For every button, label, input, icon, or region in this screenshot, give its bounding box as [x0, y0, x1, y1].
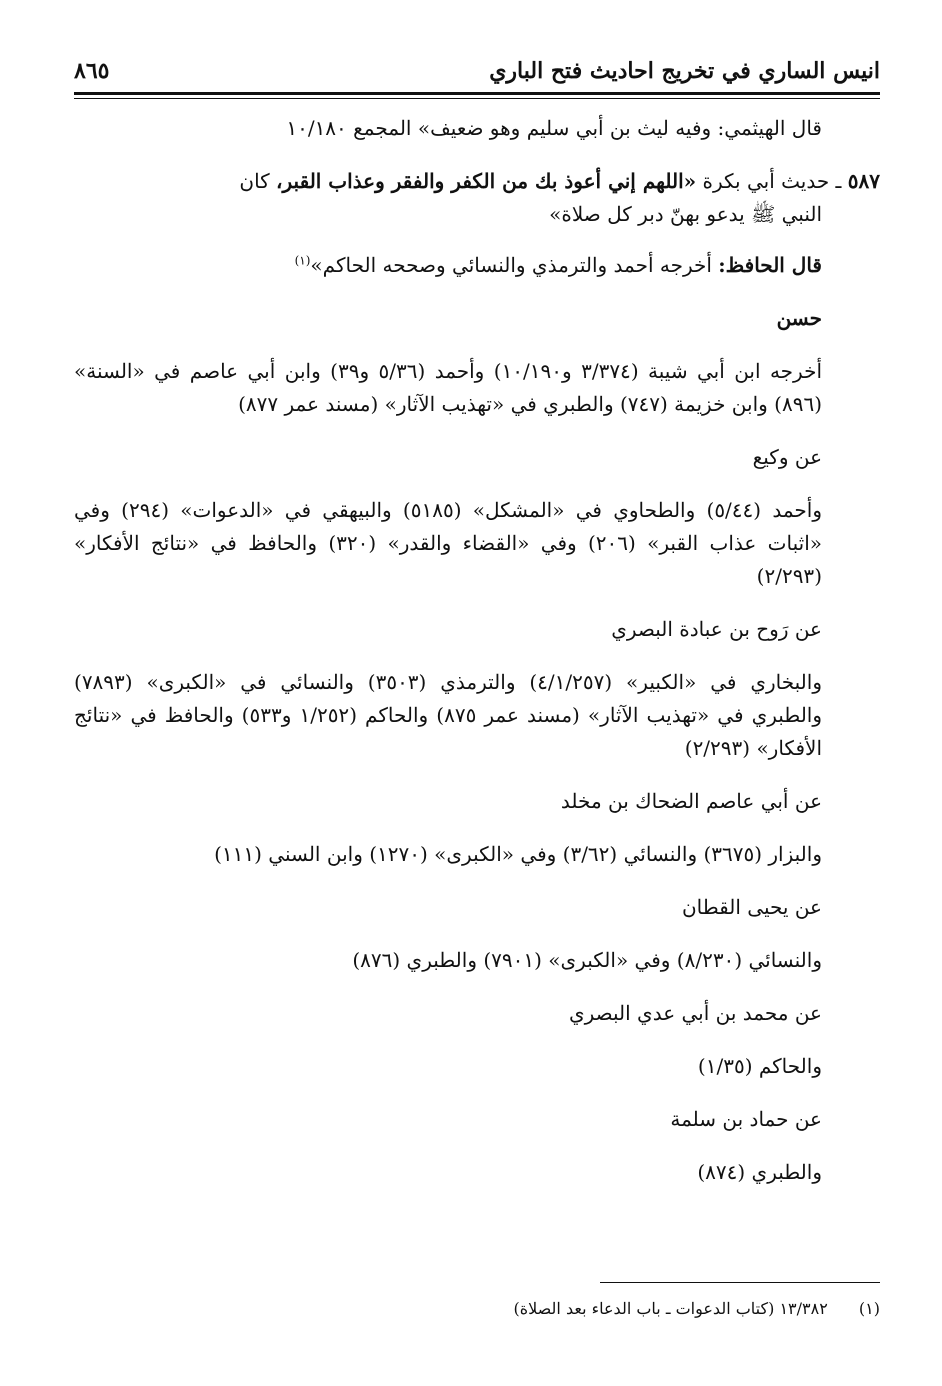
header-rule-thin	[74, 98, 880, 99]
hadith-intro: ـ حديث أبي بكرة	[702, 169, 842, 193]
hadith-line1-end: كان	[239, 169, 270, 193]
book-title: انيس الساري في تخريج احاديث فتح الباري	[489, 58, 880, 84]
takhrij-hakim: والحاكم (١/٣٥)	[697, 1054, 822, 1078]
header-rule-thick	[74, 92, 880, 95]
chain-abi-asim: عن أبي عاصم الضحاك بن مخلد	[560, 789, 822, 813]
takhrij-bazzar: والبزار (٣٦٧٥) والنسائي (٣/٦٢) وفي «الكبرى» (١٢٧٠) وابن السني (١١١)	[214, 842, 822, 866]
page-body	[74, 112, 880, 1209]
hafiz-statement	[74, 249, 880, 282]
takhrij-tabari: والطبري (٨٧٤)	[697, 1160, 822, 1184]
hafiz-text: أخرجه أحمد والترمذي والنسائي وصححه الحاكم»	[310, 253, 712, 277]
hadith-number: ٥٨٧	[847, 169, 880, 193]
takhrij-nasai: والنسائي (٨/٢٣٠) وفي «الكبرى» (٧٩٠١) والطبري (٨٧٦)	[352, 948, 822, 972]
hadith-line-2: النبي ﷺ يدعو بهنّ دبر كل صلاة»	[549, 202, 822, 226]
takhrij-bukhari: والبخاري في «الكبير» (٤/١/٢٥٧) والترمذي (٣٥٠٣) والنسائي في «الكبرى» (٧٨٩٣) والطبري في «تهذيب الآثار» (مسند عمر ٨٧٥) والحاكم (١/٢٥٢ و٥٣٣) والحافظ في «نتائج الأفكار» (٢/٢٩٣)	[74, 670, 823, 760]
hadith-line-1	[74, 165, 880, 198]
footnote-ref: (١)	[294, 253, 311, 268]
page-number: ٨٦٥	[74, 58, 110, 84]
chain-yahya: عن يحيى القطان	[681, 895, 822, 919]
chain-hammad: عن حماد بن سلمة	[670, 1107, 822, 1131]
hadith-text: «اللهم إني أعوذ بك من الكفر والفقر وعذاب القبر،	[276, 169, 697, 193]
footnote-number: (١)	[858, 1299, 880, 1318]
haythami-note: قال الهيثمي: وفيه ليث بن أبي سليم وهو ضعيف» المجمع ١٠/١٨٠	[286, 116, 822, 140]
footnote-separator	[600, 1282, 880, 1283]
running-header	[74, 56, 880, 96]
footnote-1	[74, 1296, 880, 1322]
hafiz-label: قال الحافظ:	[718, 253, 822, 277]
chain-muhammad: عن محمد بن أبي عدي البصري	[568, 1001, 822, 1025]
chain-rawh: عن رَوح بن عبادة البصري	[611, 617, 822, 641]
footnote-text: ١٣/٣٨٢ (كتاب الدعوات ـ باب الدعاء بعد الصلاة)	[513, 1299, 828, 1318]
chain-waki: عن وكيع	[752, 445, 822, 469]
takhrij-ibn-abi-shayba: أخرجه ابن أبي شيبة (٣/٣٧٤ و١٠/١٩٠) وأحمد (٥/٣٦ و٣٩) وابن أبي عاصم في «السنة» (٨٩٦) وابن خزيمة (٧٤٧) والطبري في «تهذيب الآثار» (مسند عمر ٨٧٧)	[74, 359, 823, 416]
hadith-grade: حسن	[776, 306, 822, 330]
takhrij-ahmad: وأحمد (٥/٤٤) والطحاوي في «المشكل» (٥١٨٥) والبيهقي في «الدعوات» (٢٩٤) وفي «اثبات عذاب القبر» (٢٠٦) وفي «القضاء والقدر» (٣٢٠) والحافظ في «نتائج الأفكار» (٢/٢٩٣)	[74, 498, 822, 588]
hadith-587	[74, 165, 880, 231]
